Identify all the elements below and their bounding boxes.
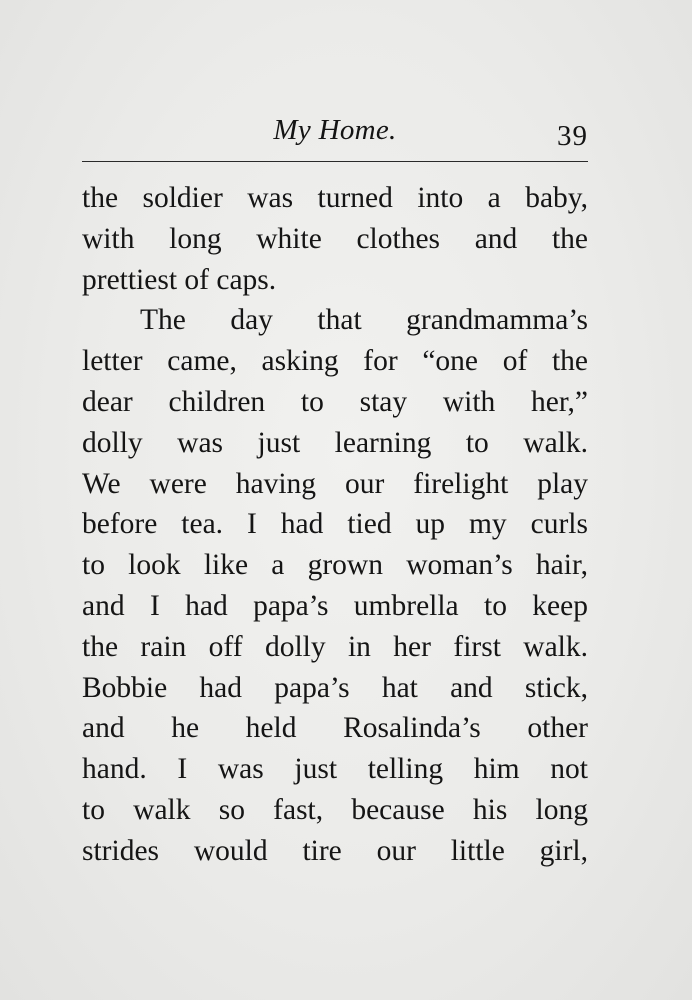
text-line: with long white clothes and the <box>82 222 588 255</box>
text-line: the rain off dolly in her first walk. <box>82 630 588 663</box>
text-line: strides would tire our little girl, <box>82 834 588 867</box>
text-line: to look like a grown woman’s hair, <box>82 549 588 582</box>
text-line: to walk so fast, because his long <box>82 793 588 826</box>
text-line: prettiest of caps. <box>82 263 277 296</box>
text-line: letter came, asking for “one of the <box>82 345 588 378</box>
text-line: the soldier was turned into a baby, <box>82 182 588 214</box>
text-line: We were having our firelight play <box>82 467 588 500</box>
running-head <box>82 108 588 156</box>
text-line: hand. I was just telling him not <box>82 753 588 786</box>
body-text <box>82 178 588 872</box>
running-title: My Home. <box>273 114 397 146</box>
text-line: Bobbie had papa’s hat and stick, <box>82 671 588 704</box>
text-line: The day that grandmamma’s <box>140 304 588 337</box>
text-line: and I had papa’s umbrella to keep <box>82 589 588 622</box>
text-line: dear children to stay with her,” <box>82 385 588 418</box>
header-rule <box>82 161 588 162</box>
text-line: before tea. I had tied up my curls <box>82 508 588 541</box>
page-number: 39 <box>557 120 588 152</box>
text-line: dolly was just learning to walk. <box>82 426 588 459</box>
text-line: and he held Rosalinda’s other <box>82 712 588 745</box>
